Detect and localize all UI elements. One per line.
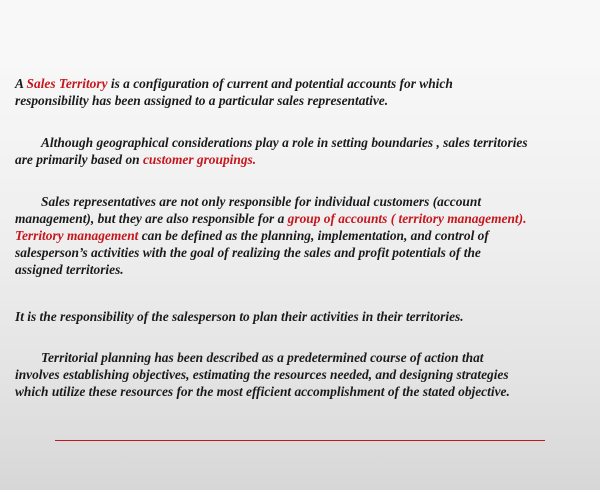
red-divider-line xyxy=(55,440,545,441)
text-line xyxy=(15,210,593,227)
text-line xyxy=(15,261,593,278)
text-segment: involves establishing objectives, estimating the resources needed, and designing strategies xyxy=(15,367,509,382)
text-segment: can be defined as the planning, implementation, and control of xyxy=(138,228,489,243)
highlighted-term: customer groupings. xyxy=(142,152,257,167)
text-line xyxy=(15,366,593,383)
text-line xyxy=(15,308,593,325)
text-line xyxy=(15,151,593,168)
text-line xyxy=(15,193,593,210)
text-segment: salesperson’s activities with the goal of realizing the sales and profit potentials of the xyxy=(15,245,481,260)
text-line xyxy=(15,244,593,261)
text-segment: A xyxy=(15,76,27,91)
paragraph-salesperson-responsibility xyxy=(15,308,593,325)
highlighted-term: Territory management xyxy=(15,228,139,243)
text-segment: responsibility has been assigned to a particular sales representative. xyxy=(15,93,389,108)
paragraph-territorial-planning xyxy=(15,349,593,400)
text-segment: assigned territories. xyxy=(15,262,124,277)
paragraph-geographical-considerations xyxy=(15,134,593,168)
text-line xyxy=(15,75,593,92)
top-band xyxy=(0,0,600,66)
text-segment: Territorial planning has been described as a predetermined course of action that xyxy=(41,350,484,365)
text-line xyxy=(15,134,593,151)
highlighted-term: Sales Territory xyxy=(26,76,108,91)
text-segment: is a configuration of current and potential accounts for which xyxy=(107,76,453,91)
text-line xyxy=(15,92,593,109)
text-segment: Although geographical considerations play a role in setting boundaries , sales territories xyxy=(41,135,528,150)
text-line xyxy=(15,349,593,366)
paragraph-sales-territory-definition xyxy=(15,75,593,109)
paragraph-territory-management xyxy=(15,193,593,278)
text-line xyxy=(15,227,593,244)
text-segment: management), but they are also responsible for a xyxy=(15,211,288,226)
text-segment: are primarily based on xyxy=(15,152,143,167)
text-line xyxy=(15,383,593,400)
text-segment: which utilize these resources for the most efficient accomplishment of the stated objective. xyxy=(15,384,510,399)
highlighted-term: group of accounts ( territory management). xyxy=(287,211,527,226)
text-segment: It is the responsibility of the salesperson to plan their activities in their territories. xyxy=(15,309,464,324)
text-segment: Sales representatives are not only responsible for individual customers (account xyxy=(41,194,482,209)
